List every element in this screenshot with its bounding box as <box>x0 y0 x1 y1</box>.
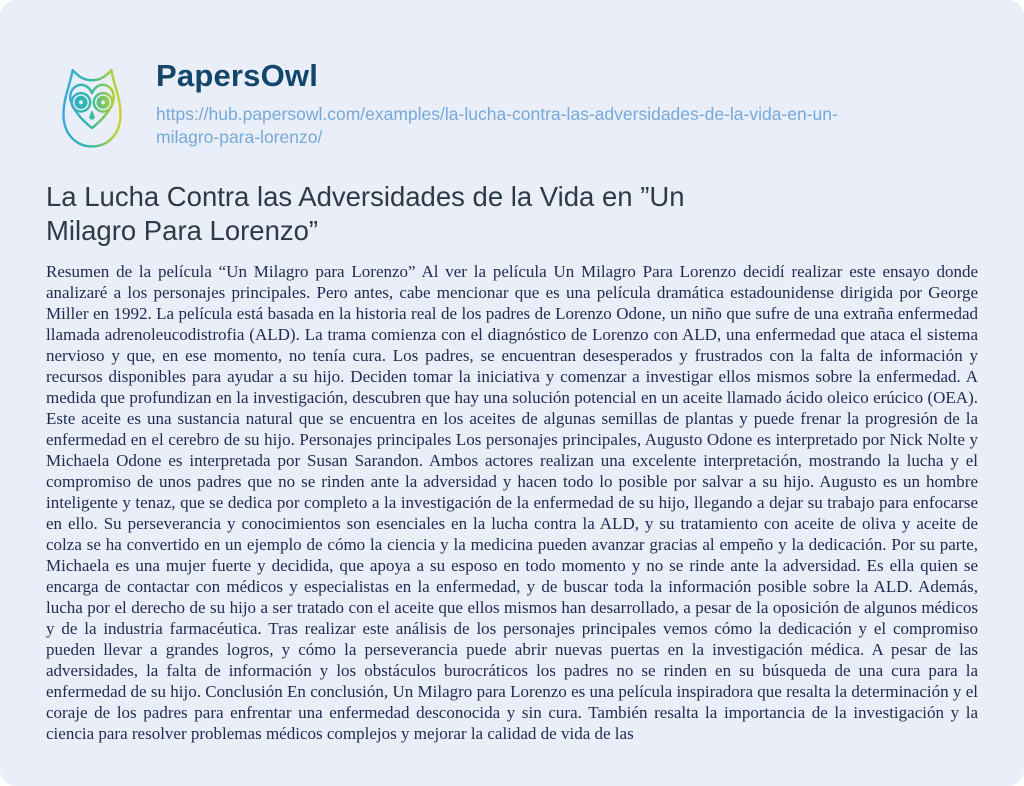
article-title: La Lucha Contra las Adversidades de la Vida en ”Un Milagro Para Lorenzo” <box>46 181 685 247</box>
papersowl-logo <box>46 58 138 154</box>
brand-name: PapersOwl <box>156 58 319 93</box>
header-text <box>156 56 896 150</box>
header <box>46 56 978 154</box>
source-url-link[interactable]: https://hub.papersowl.com/examples/la-lucha-contra-las-adversidades-de-la-vida-en-un-milagro-para-lorenzo/ <box>156 104 838 148</box>
article-body: Resumen de la película “Un Milagro para Lorenzo” Al ver la película Un Milagro Para Lorenzo decidí realizar este ensayo donde analizaré a los personajes principales. Pero antes, cabe mencionar que es una película dramática estadounidense dirigida por George Miller en 1992. La película está basada en la historia real de los padres de Lorenzo Odone, un niño que sufre de una extraña enfermedad llamada adrenoleucodistrofia (ALD). La trama comienza con el diagnóstico de Lorenzo con ALD, una enfermedad que ataca el sistema nervioso y que, en ese momento, no tenía cura. Los padres, se encuentran desesperados y frustrados con la falta de información y recursos disponibles para ayudar a su hijo. Deciden tomar la iniciativa y comenzar a investigar ellos mismos sobre la enfermedad. A medida que profundizan en la investigación, descubren que hay una solución potencial en un aceite llamado ácido oleico erúcico (OEA). Este aceite es una sustancia natural que se encuentra en los aceites de algunas semillas de plantas y puede frenar la progresión de la enfermedad en el cerebro de su hijo. Personajes principales Los personajes principales, Augusto Odone es interpretado por Nick Nolte y Michaela Odone es interpretada por Susan Sarandon. Ambos actores realizan una excelente interpretación, mostrando la lucha y el compromiso de unos padres que no se rinden ante la adversidad y hacen todo lo posible por salvar a su hijo. Augusto es un hombre inteligente y tenaz, que se dedica por completo a la investigación de la enfermedad de su hijo, llegando a dejar su trabajo para enfocarse en ello. Su perseverancia y conocimientos son esenciales en la lucha contra la ALD, y su tratamiento con aceite de oliva y aceite de colza se ha convertido en un ejemplo de cómo la ciencia y la medicina pueden avanzar gracias al empeño y la dedicación. Por su parte, Michaela es una mujer fuerte y decidida, que apoya a su esposo en todo momento y no se rinde ante la adversidad. Es ella quien se encarga de contactar con médicos y especialistas en la enfermedad, y de buscar toda la información posible sobre la ALD. Además, lucha por el derecho de su hijo a ser tratado con el aceite que ellos mismos han desarrollado, a pesar de la oposición de algunos médicos y de la industria farmacéutica. Tras realizar este análisis de los personajes principales vemos cómo la dedicación y el compromiso pueden llevar a grandes logros, y cómo la perseverancia puede abrir nuevas puertas en la investigación médica. A pesar de las adversidades, la falta de información y los obstáculos burocráticos los padres no se rinden en su búsqueda de una cura para la enfermedad de su hijo. Conclusión En conclusión, Un Milagro para Lorenzo es una película inspiradora que resalta la determinación y el coraje de los padres para enfrentar una enfermedad desconocida y sin cura. También resalta la importancia de la investigación y la ciencia para resolver problemas médicos complejos y mejorar la calidad de vida de las <box>46 262 978 744</box>
owl-logo-icon <box>46 58 138 154</box>
